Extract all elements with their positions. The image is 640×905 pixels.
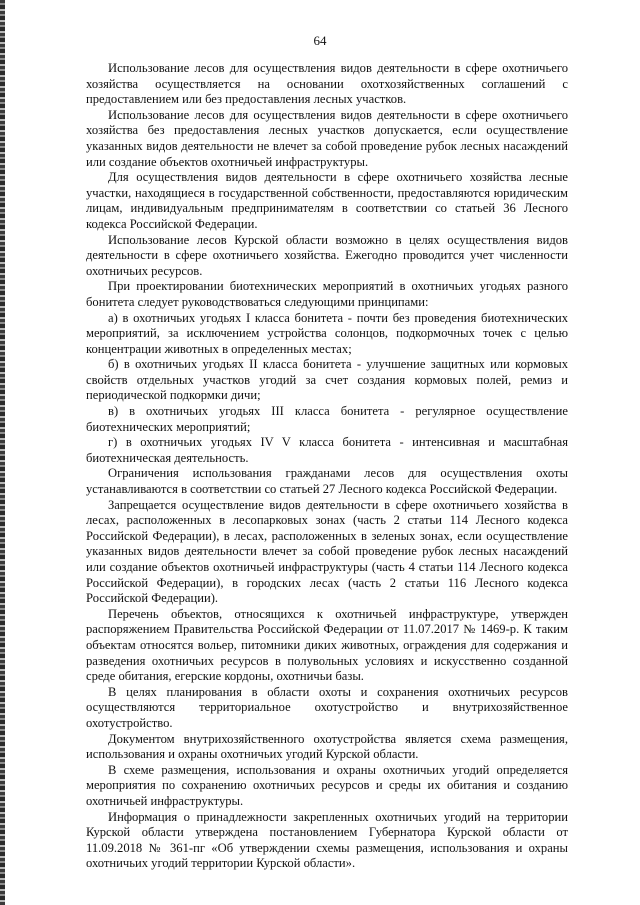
list-item-b: б) в охотничьих угодьях II класса бонитета - улучшение защитных или кормовых свойств отдельных участков угодий за счет создания кормовых полей, ремиз и периодической подкормки дичи;	[86, 357, 568, 403]
paragraph-1: Использование лесов для осуществления видов деятельности в сфере охотничьего хозяйства осуществляется на основании охотхозяйственных соглашений с предоставлением или без предоставления лесных участков.	[86, 61, 568, 107]
list-item-c: в) в охотничьих угодьях III класса бонитета - регулярное осуществление биотехнических мероприятий;	[86, 404, 568, 434]
paragraph-5: При проектировании биотехнических мероприятий в охотничьих угодьях разного бонитета следует руководствоваться следующими принципами:	[86, 279, 568, 309]
paragraph-3: Для осуществления видов деятельности в сфере охотничьего хозяйства лесные участки, находящиеся в государственной собственности, предоставляются юридическим лицам, индивидуальным предпринимателям в соответствии со статьей 36 Лесного кодекса Российской Федерации.	[86, 170, 568, 231]
paragraph-14: Документом внутрихозяйственного охотустройства является схема размещения, использования и охраны охотничьих угодий Курской области.	[86, 731, 568, 762]
paragraph-10: Ограничения использования гражданами лесов для осуществления охоты устанавливаются в соответствии со статьей 27 Лесного кодекса Российской Федерации.	[86, 466, 568, 497]
document-body	[86, 61, 568, 872]
paragraph-4: Использование лесов Курской области возможно в целях осуществления видов деятельности в сфере охотничьего хозяйства. Ежегодно проводится учет численности охотничьих ресурсов.	[86, 232, 568, 278]
scan-edge-artifact	[0, 0, 5, 905]
list-item-d: г) в охотничьих угодьях IV V класса бонитета - интенсивная и масштабная биотехническая деятельность.	[86, 435, 568, 465]
list-item-a: а) в охотничьих угодьях I класса бонитета - почти без проведения биотехнических мероприятий, за исключением устройства солонцов, подкормочных точек с целью концентрации животных в определенных местах;	[86, 310, 568, 356]
paragraph-11: Запрещается осуществление видов деятельности в сфере охотничьего хозяйства в лесах, расположенных в лесопарковых зонах (часть 2 статьи 114 Лесного кодекса Российской Федерации), в лесах, расположенных в зеленых зонах, если осуществление указанных видов деятельности влечет за собой проведение рубок лесных насаждений или создание объектов охотничьей инфраструктуры (часть 4 статьи 114 Лесного кодекса Российской Федерации), в городских лесах (часть 2 статьи 116 Лесного кодекса Российской Федерации).	[86, 497, 568, 606]
paragraph-15: В схеме размещения, использования и охраны охотничьих угодий определяется мероприятия по сохранению охотничьих ресурсов и среды их обитания и созданию охотничьей инфраструктуры.	[86, 762, 568, 808]
paragraph-2: Использование лесов для осуществления видов деятельности в сфере охотничьего хозяйства без предоставления лесных участков допускается, если осуществление указанных видов деятельности не влечет за собой проведение рубок лесных насаждений или создание объектов охотничьей инфраструктуры.	[86, 107, 568, 169]
page-number: 64	[313, 33, 327, 48]
paragraph-16: Информация о принадлежности закрепленных охотничьих угодий на территории Курской области утверждена постановлением Губернатора Курской области от 11.09.2018 № 361-пг «Об утверждении схемы размещения, использования и охраны охотничьих угодий территории Курской области».	[86, 809, 568, 871]
paragraph-13: В целях планирования в области охоты и сохранения охотничьих ресурсов осуществляются территориальное охотустройство и внутрихозяйственное охотустройство.	[86, 684, 568, 730]
paragraph-12: Перечень объектов, относящихся к охотничьей инфраструктуре, утвержден распоряжением Правительства Российской Федерации от 11.07.2017 № 1469-р. К таким объектам относятся вольер, питомники диких животных, ограждения для содержания и разведения охотничьих ресурсов в полувольных условиях и искусственно созданной среде обитания, егерские кордоны, охотничьи базы.	[86, 606, 568, 684]
